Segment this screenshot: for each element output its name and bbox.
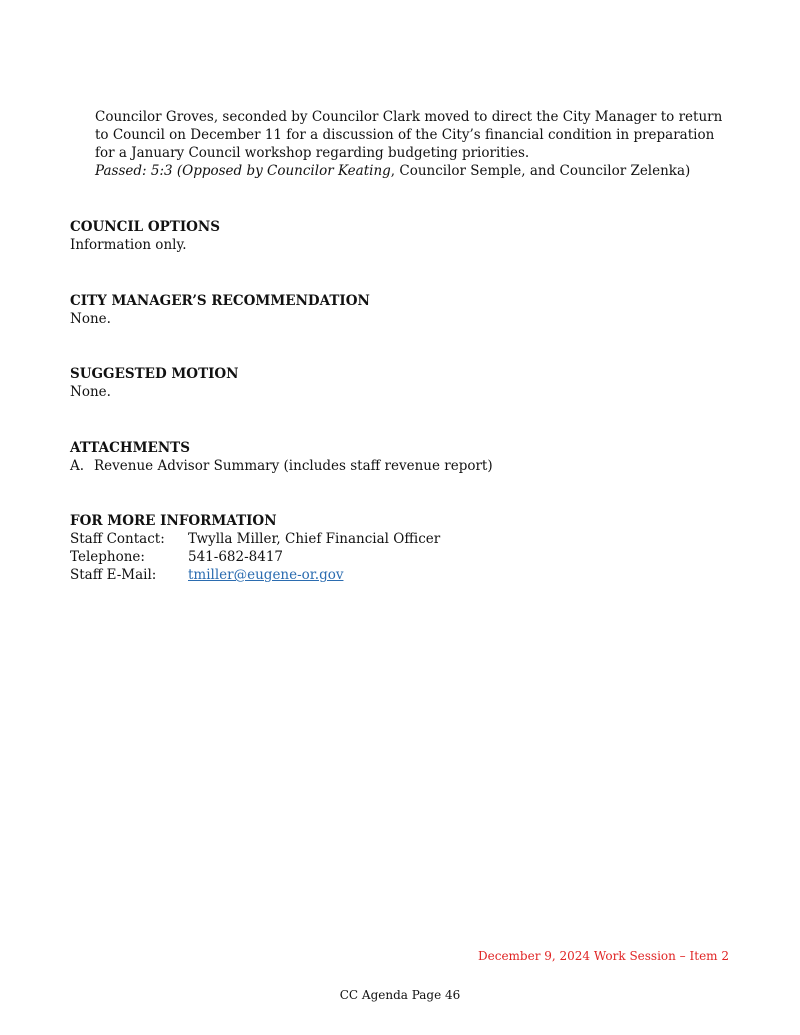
recommendation-section xyxy=(70,292,730,328)
recommendation-heading: CITY MANAGER’S RECOMMENDATION xyxy=(70,293,370,309)
more-info-heading: FOR MORE INFORMATION xyxy=(70,513,277,529)
suggested-motion-body: None. xyxy=(70,384,111,400)
motion-block xyxy=(95,108,735,180)
email-row xyxy=(70,566,730,584)
attachments-heading: ATTACHMENTS xyxy=(70,440,190,456)
email-label: Staff E-Mail: xyxy=(70,567,157,583)
recommendation-body: None. xyxy=(70,311,111,327)
council-options-heading: COUNCIL OPTIONS xyxy=(70,219,220,235)
motion-vote-rest: , Councilor Semple, and Councilor Zelenka) xyxy=(390,163,691,179)
attachments-section xyxy=(70,439,730,475)
telephone-row xyxy=(70,548,730,566)
attachment-item xyxy=(70,457,730,475)
staff-contact-value: Twylla Miller, Chief Financial Officer xyxy=(188,531,441,547)
suggested-motion-section xyxy=(70,365,730,401)
council-options-body: Information only. xyxy=(70,237,187,253)
telephone-label: Telephone: xyxy=(70,549,145,565)
attachment-letter: A. xyxy=(70,458,85,474)
staff-contact-label: Staff Contact: xyxy=(70,531,165,547)
footer-item-reference: December 9, 2024 Work Session – Item 2 xyxy=(478,949,729,963)
staff-contact-row xyxy=(70,530,730,548)
motion-text: Councilor Groves, seconded by Councilor Clark moved to direct the City Manager to return to Council on December 11 for a discussion of the City’s financial condition in preparation for a January Council workshop regarding budgeting priorities. xyxy=(95,109,723,161)
suggested-motion-heading: SUGGESTED MOTION xyxy=(70,366,239,382)
more-info-section xyxy=(70,512,730,584)
motion-vote xyxy=(95,162,735,180)
attachment-text: Revenue Advisor Summary (includes staff revenue report) xyxy=(94,458,493,474)
email-link[interactable]: tmiller@eugene-or.gov xyxy=(188,567,344,583)
page-number: CC Agenda Page 46 xyxy=(339,988,461,1002)
motion-vote-italic: Passed: 5:3 (Opposed by Councilor Keating xyxy=(95,163,391,179)
telephone-value: 541-682-8417 xyxy=(188,549,284,565)
council-options-section xyxy=(70,218,730,254)
